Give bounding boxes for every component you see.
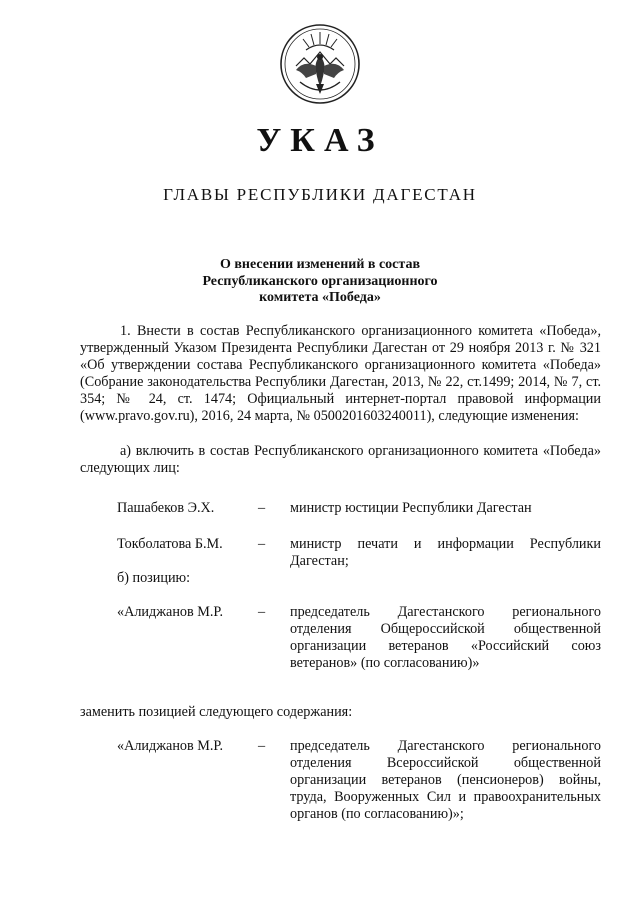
- decree-heading: [0, 257, 640, 307]
- entry-dash: –: [258, 738, 266, 754]
- entry-desc: председатель Дагестанского регионального отделения Всероссийской общественной организации ветеранов (пенсионеров) войны, труда, Вооруженных Сил и правоохранительных органов (по согласованию)»;: [290, 738, 601, 822]
- replace-text: заменить позицией следующего содержания:: [80, 704, 353, 720]
- entry-name: «Алиджанов М.Р.: [117, 738, 224, 754]
- entry-dash: –: [258, 604, 266, 620]
- entry-desc: министр юстиции Республики Дагестан: [290, 500, 532, 516]
- heading-line: комитета «Победа»: [259, 290, 381, 305]
- entry-name: «Алиджанов М.Р.: [117, 604, 224, 620]
- entry-dash: –: [258, 536, 266, 552]
- paragraph-1: 1. Внести в состав Республиканского организационного комитета «Победа», утвержденный Указом Президента Республики Дагестан от 29 ноября 2013 г. № 321 «Об утверждении состава Республиканского организационного комитета «Победа» (Собрание законодательства Республики Дагестан, 2013, № 22, ст.1499; 2014, № 7, ст. 354; № 24, ст. 1474; Официальный интернет-портал правовой информации (www.pravo.gov.ru), 2016, 24 марта, № 0500201603240011), следующие изменения:: [80, 323, 601, 424]
- dagestan-coat-of-arms-icon: [278, 22, 362, 106]
- decree-title: УКАЗ: [256, 122, 384, 159]
- item-a-text: а) включить в состав Республиканского организационного комитета «Победа» следующих лиц:: [80, 443, 601, 476]
- heading-line: Республиканского организационного: [202, 273, 438, 289]
- entry-name: Пашабеков Э.Х.: [117, 500, 215, 516]
- entry-name: Токболатова Б.М.: [117, 536, 223, 552]
- entry-desc: председатель Дагестанского регионального отделения Общероссийской общественной организации ветеранов «Российский союз ветеранов» (по согласованию)»: [290, 604, 601, 671]
- heading-line: О внесении изменений в состав: [219, 257, 421, 272]
- entry-desc: министр печати и информации Республики Дагестан;: [290, 536, 601, 569]
- item-b-text: б) позицию:: [117, 570, 191, 586]
- decree-subtitle: ГЛАВЫ РЕСПУБЛИКИ ДАГЕСТАН: [163, 185, 477, 204]
- entry-dash: –: [258, 500, 266, 516]
